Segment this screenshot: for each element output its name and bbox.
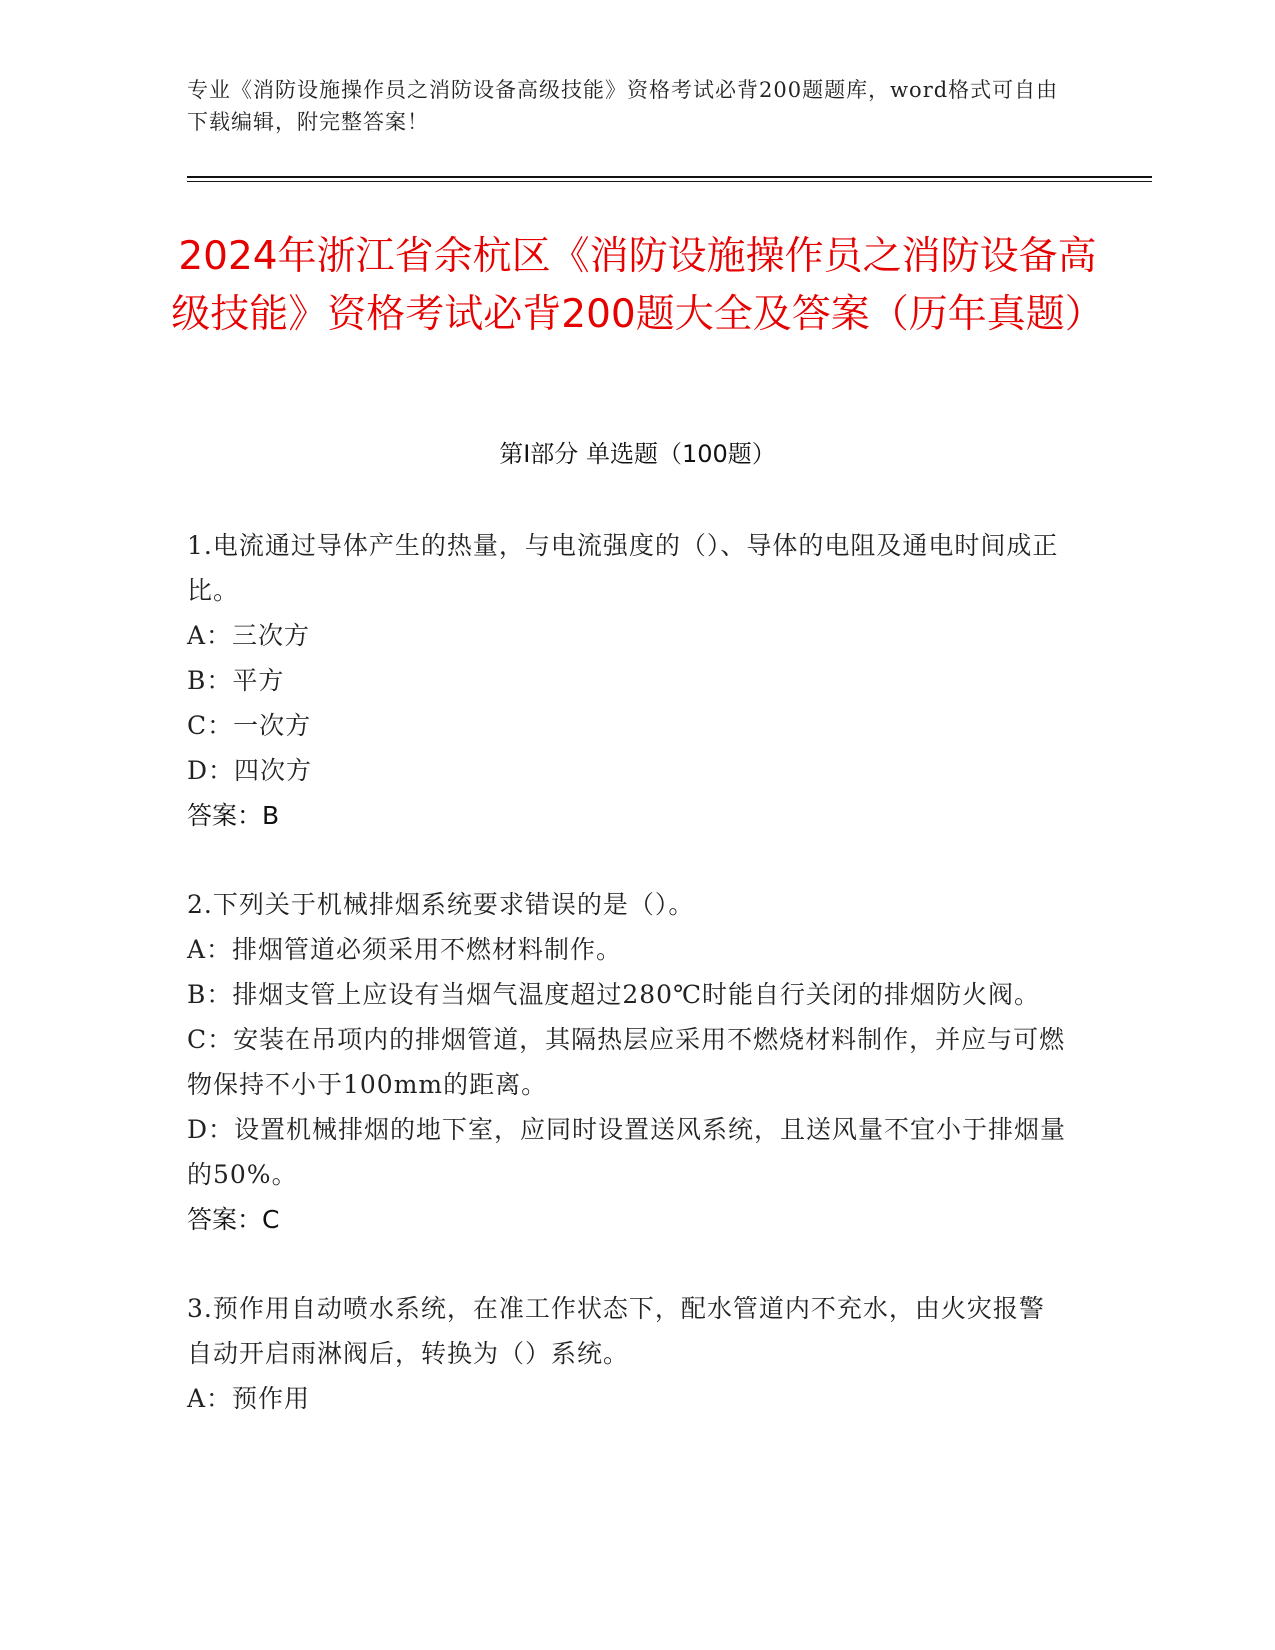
option-b: B：平方 [187,666,285,695]
question-1 [187,523,1067,838]
header-rule-thick [187,176,1152,178]
option-c: C：安装在吊项内的排烟管道，其隔热层应采用不燃烧材料制作，并应与可燃物保持不小于100mm的距离。 [187,1025,1066,1099]
header-rule-thin [187,181,1152,182]
option-a: A：排烟管道必须采用不燃材料制作。 [187,935,623,964]
option-c: C：一次方 [187,711,312,740]
option-a: A：预作用 [187,1384,311,1413]
question-stem: 3.预作用自动喷水系统，在准工作状态下，配水管道内不充水，由火灾报警自动开启雨淋阀后，转换为（）系统。 [187,1294,1045,1368]
answer: 答案：C [187,1205,280,1234]
document-title: 2024年浙江省余杭区《消防设施操作员之消防设备高级技能》资格考试必背200题大全及答案（历年真题） [171,234,1104,337]
section-heading: 第Ⅰ部分 单选题（100题） [499,440,776,468]
option-d: D：设置机械排烟的地下室，应同时设置送风系统，且送风量不宜小于排烟量的50%。 [187,1115,1067,1189]
option-a: A：三次方 [187,621,311,650]
option-b: B：排烟支管上应设有当烟气温度超过280℃时能自行关闭的排烟防火阀。 [187,980,1041,1009]
question-stem: 1.电流通过导体产生的热量，与电流强度的（）、导体的电阻及通电时间成正比。 [187,531,1059,605]
option-d: D：四次方 [187,756,313,785]
question-2 [187,882,1067,1242]
answer: 答案：B [187,801,280,830]
question-stem: 2.下列关于机械排烟系统要求错误的是（）。 [187,890,695,919]
question-list [187,523,1067,1421]
header-note: 专业《消防设施操作员之消防设备高级技能》资格考试必背200题题库，word格式可自由下载编辑，附完整答案！ [187,78,1059,134]
question-3 [187,1286,1067,1421]
